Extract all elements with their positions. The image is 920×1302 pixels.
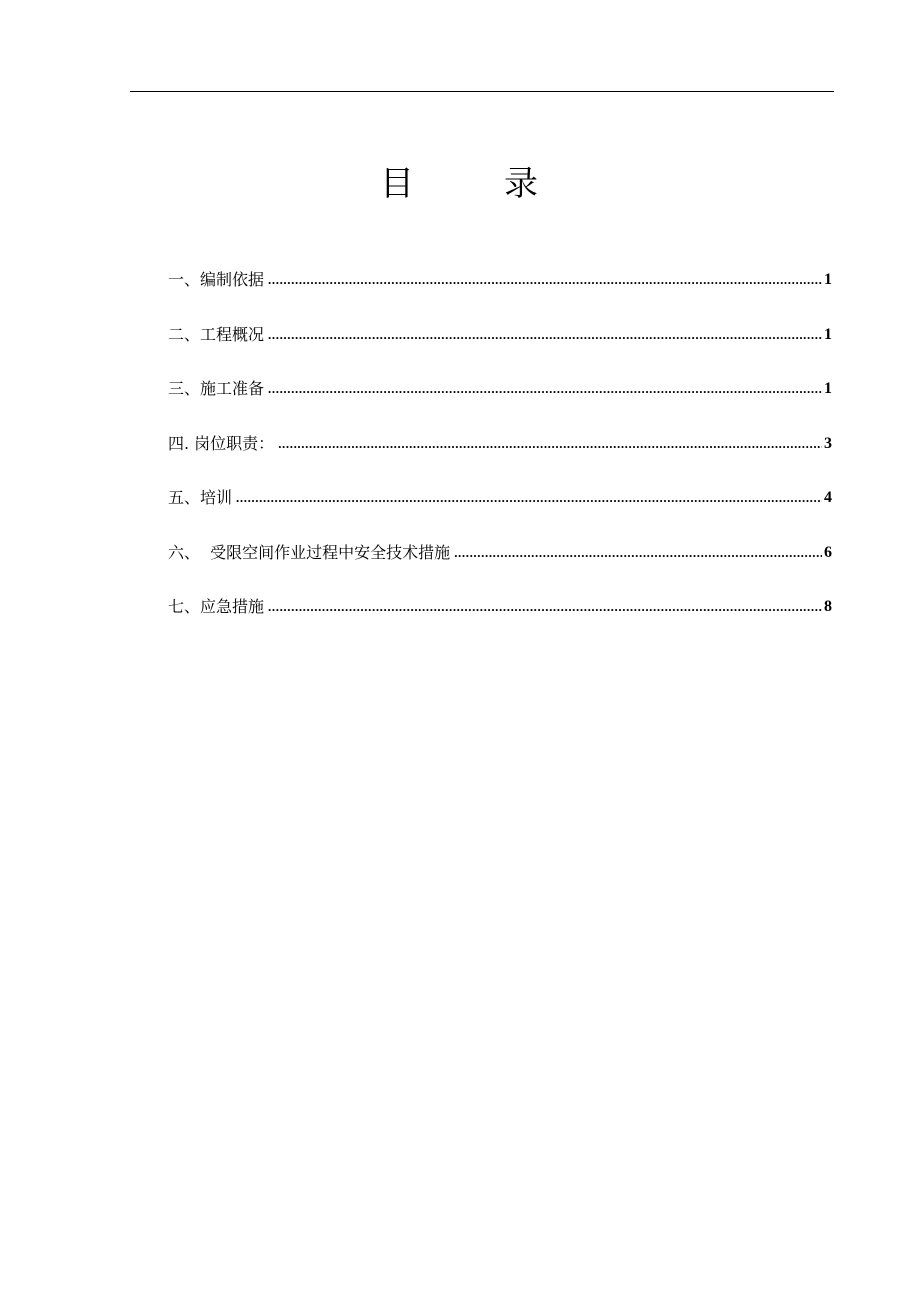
title-char-right: 录 (504, 164, 540, 204)
toc-entry-label: 七、应急措施 (168, 597, 265, 616)
toc-entry-7[interactable] (168, 587, 832, 627)
toc-entry-label: 五、培训 (168, 488, 233, 507)
toc-leader-dots (268, 260, 822, 300)
toc-entry-page: 1 (824, 271, 832, 288)
toc-leader-dots (278, 424, 822, 464)
toc-entry-6[interactable] (168, 533, 832, 573)
toc-entry-page: 6 (824, 543, 832, 561)
toc-entry-1[interactable] (168, 260, 832, 300)
toc-entry-page: 4 (824, 489, 832, 506)
toc-leader-dots (268, 369, 822, 409)
toc-entry-page: 1 (824, 325, 832, 343)
toc-entry-page: 8 (824, 598, 832, 615)
page-title (0, 160, 920, 208)
title-char-left: 目 (380, 164, 416, 204)
toc-entry-2[interactable] (168, 315, 832, 355)
toc-entry-3[interactable] (168, 369, 832, 409)
toc-entry-label: 二、工程概况 (168, 324, 265, 344)
toc-entry-page: 1 (824, 380, 832, 397)
toc-leader-dots (236, 478, 822, 518)
toc-leader-dots (454, 533, 822, 573)
header-rule (130, 91, 834, 92)
toc-entry-label: 一、编制依据 (168, 270, 265, 289)
toc-entry-4[interactable] (168, 424, 832, 464)
toc-leader-dots (268, 587, 822, 627)
toc-entry-page: 3 (824, 434, 832, 452)
toc-leader-dots (268, 315, 822, 355)
toc-entry-label: 三、施工准备 (168, 379, 265, 398)
table-of-contents (168, 260, 832, 642)
toc-entry-label: 六、 受限空间作业过程中安全技术措施 (168, 542, 451, 562)
toc-entry-5[interactable] (168, 478, 832, 518)
toc-entry-label: 四. 岗位职责： (168, 433, 275, 453)
